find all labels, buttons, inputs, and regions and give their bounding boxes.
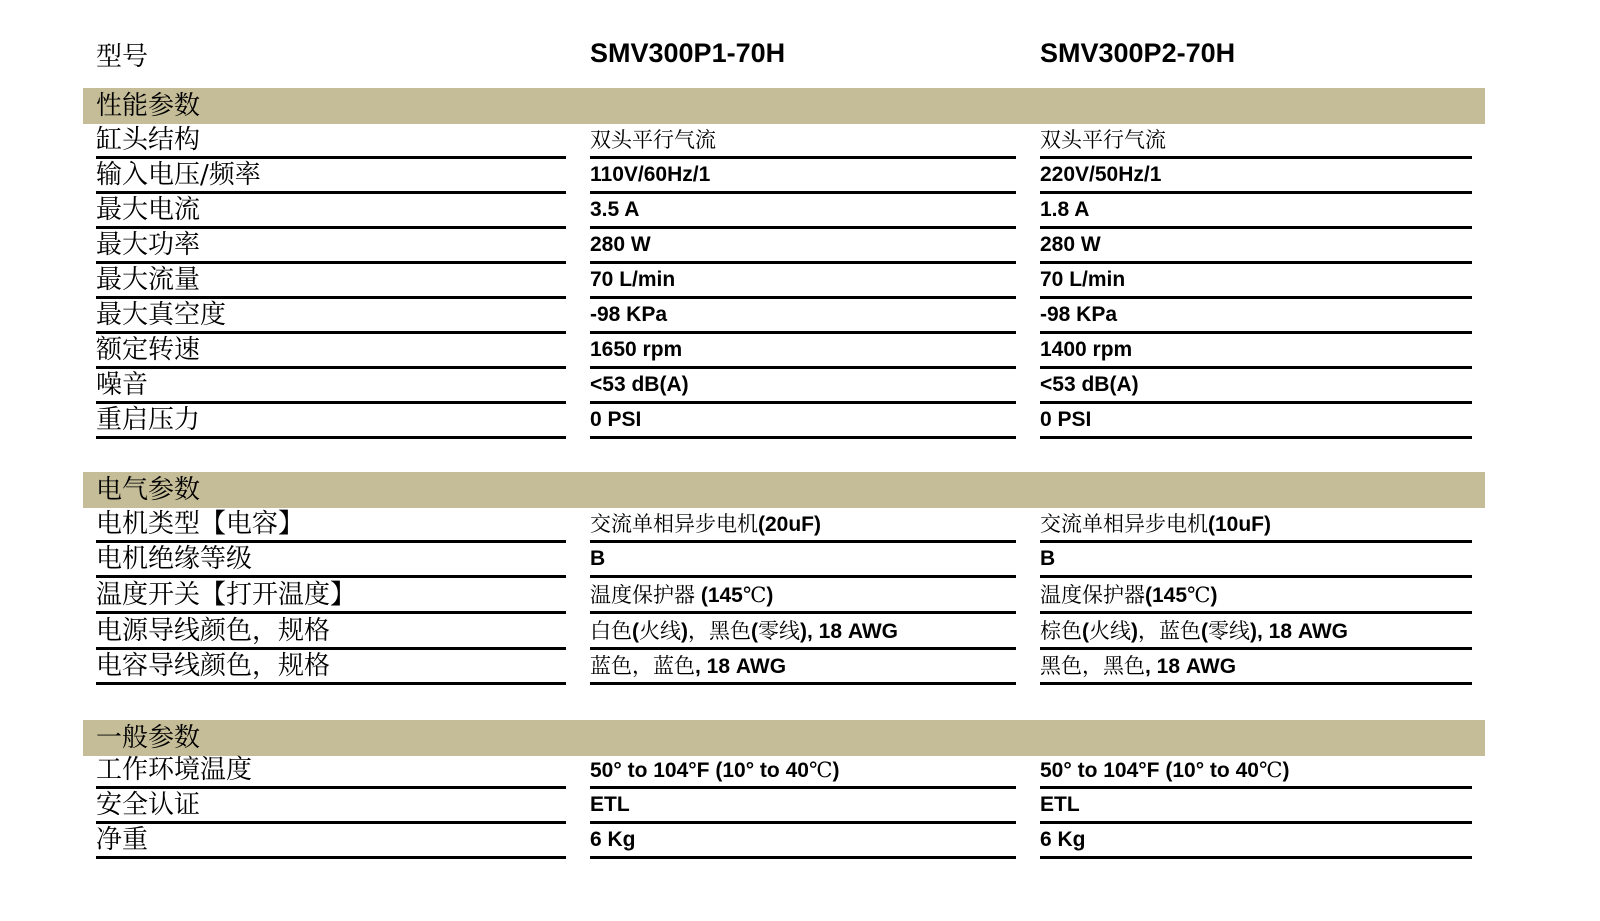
spec-row-label: 额定转速 xyxy=(96,334,566,369)
spec-row-value: 6 Kg xyxy=(590,824,1016,859)
spec-row-label: 温度开关【打开温度】 xyxy=(96,579,566,614)
spec-row-value: 温度保护器 (145℃) xyxy=(590,579,1016,614)
spec-row-value: 0 PSI xyxy=(590,404,1016,439)
spec-row-value: 50° to 104°F (10° to 40℃) xyxy=(1040,754,1472,789)
spec-row-value: 6 Kg xyxy=(1040,824,1472,859)
model-name-1: SMV300P1-70H xyxy=(590,38,786,68)
spec-row-label: 缸头结构 xyxy=(96,124,566,159)
spec-row-label: 最大流量 xyxy=(96,264,566,299)
spec-row-label: 净重 xyxy=(96,824,566,859)
spec-row-label: 电机类型【电容】 xyxy=(96,508,566,543)
spec-row-label: 最大电流 xyxy=(96,194,566,229)
spec-row-label: 最大真空度 xyxy=(96,299,566,334)
spec-row-value: -98 KPa xyxy=(590,299,1016,334)
spec-row-label: 电机绝缘等级 xyxy=(96,543,566,578)
spec-row-value: 1650 rpm xyxy=(590,334,1016,369)
spec-row-value: 白色(火线)，黑色(零线), 18 AWG xyxy=(590,615,1016,650)
spec-row-value: 110V/60Hz/1 xyxy=(590,159,1016,194)
spec-row-label: 工作环境温度 xyxy=(96,754,566,789)
spec-row-value: 3.5 A xyxy=(590,194,1016,229)
model-name-2: SMV300P2-70H xyxy=(1040,38,1236,68)
spec-row-value: 1.8 A xyxy=(1040,194,1472,229)
spec-row-value: 蓝色，蓝色, 18 AWG xyxy=(590,650,1016,685)
spec-row-value: <53 dB(A) xyxy=(590,369,1016,404)
spec-row-value: -98 KPa xyxy=(1040,299,1472,334)
spec-row-label: 重启压力 xyxy=(96,404,566,439)
spec-row-value: 双头平行气流 xyxy=(590,124,1016,159)
spec-row-label: 最大功率 xyxy=(96,229,566,264)
spec-row-value: B xyxy=(1040,543,1472,578)
section-title-performance: 性能参数 xyxy=(96,91,201,121)
model-label: 型号 xyxy=(96,42,149,72)
spec-row-value: 1400 rpm xyxy=(1040,334,1472,369)
spec-row-value: 黑色，黑色, 18 AWG xyxy=(1040,650,1472,685)
spec-row-label: 安全认证 xyxy=(96,789,566,824)
spec-row-value: 280 W xyxy=(590,229,1016,264)
spec-row-label: 噪音 xyxy=(96,369,566,404)
spec-row-value: 220V/50Hz/1 xyxy=(1040,159,1472,194)
spec-row-value: ETL xyxy=(590,789,1016,824)
spec-row-value: B xyxy=(590,543,1016,578)
spec-row-value: 交流单相异步电机(20uF) xyxy=(590,508,1016,543)
section-title-electrical: 电气参数 xyxy=(96,475,201,505)
spec-row-value: 双头平行气流 xyxy=(1040,124,1472,159)
spec-row-value: 50° to 104°F (10° to 40℃) xyxy=(590,754,1016,789)
spec-row-value: 0 PSI xyxy=(1040,404,1472,439)
section-band-performance xyxy=(83,88,1485,124)
section-band-general xyxy=(83,720,1485,756)
spec-row-value: 70 L/min xyxy=(1040,264,1472,299)
section-title-general: 一般参数 xyxy=(96,723,201,753)
spec-row-label: 电源导线颜色，规格 xyxy=(96,615,566,650)
spec-row-label: 电容导线颜色，规格 xyxy=(96,650,566,685)
spec-row-value: 70 L/min xyxy=(590,264,1016,299)
spec-row-value: 280 W xyxy=(1040,229,1472,264)
section-band-electrical xyxy=(83,472,1485,508)
spec-row-value: 交流单相异步电机(10uF) xyxy=(1040,508,1472,543)
spec-row-value: <53 dB(A) xyxy=(1040,369,1472,404)
spec-row-value: 温度保护器(145℃) xyxy=(1040,579,1472,614)
spec-row-label: 输入电压/频率 xyxy=(96,159,566,194)
spec-row-value: 棕色(火线)，蓝色(零线), 18 AWG xyxy=(1040,615,1472,650)
spec-row-value: ETL xyxy=(1040,789,1472,824)
